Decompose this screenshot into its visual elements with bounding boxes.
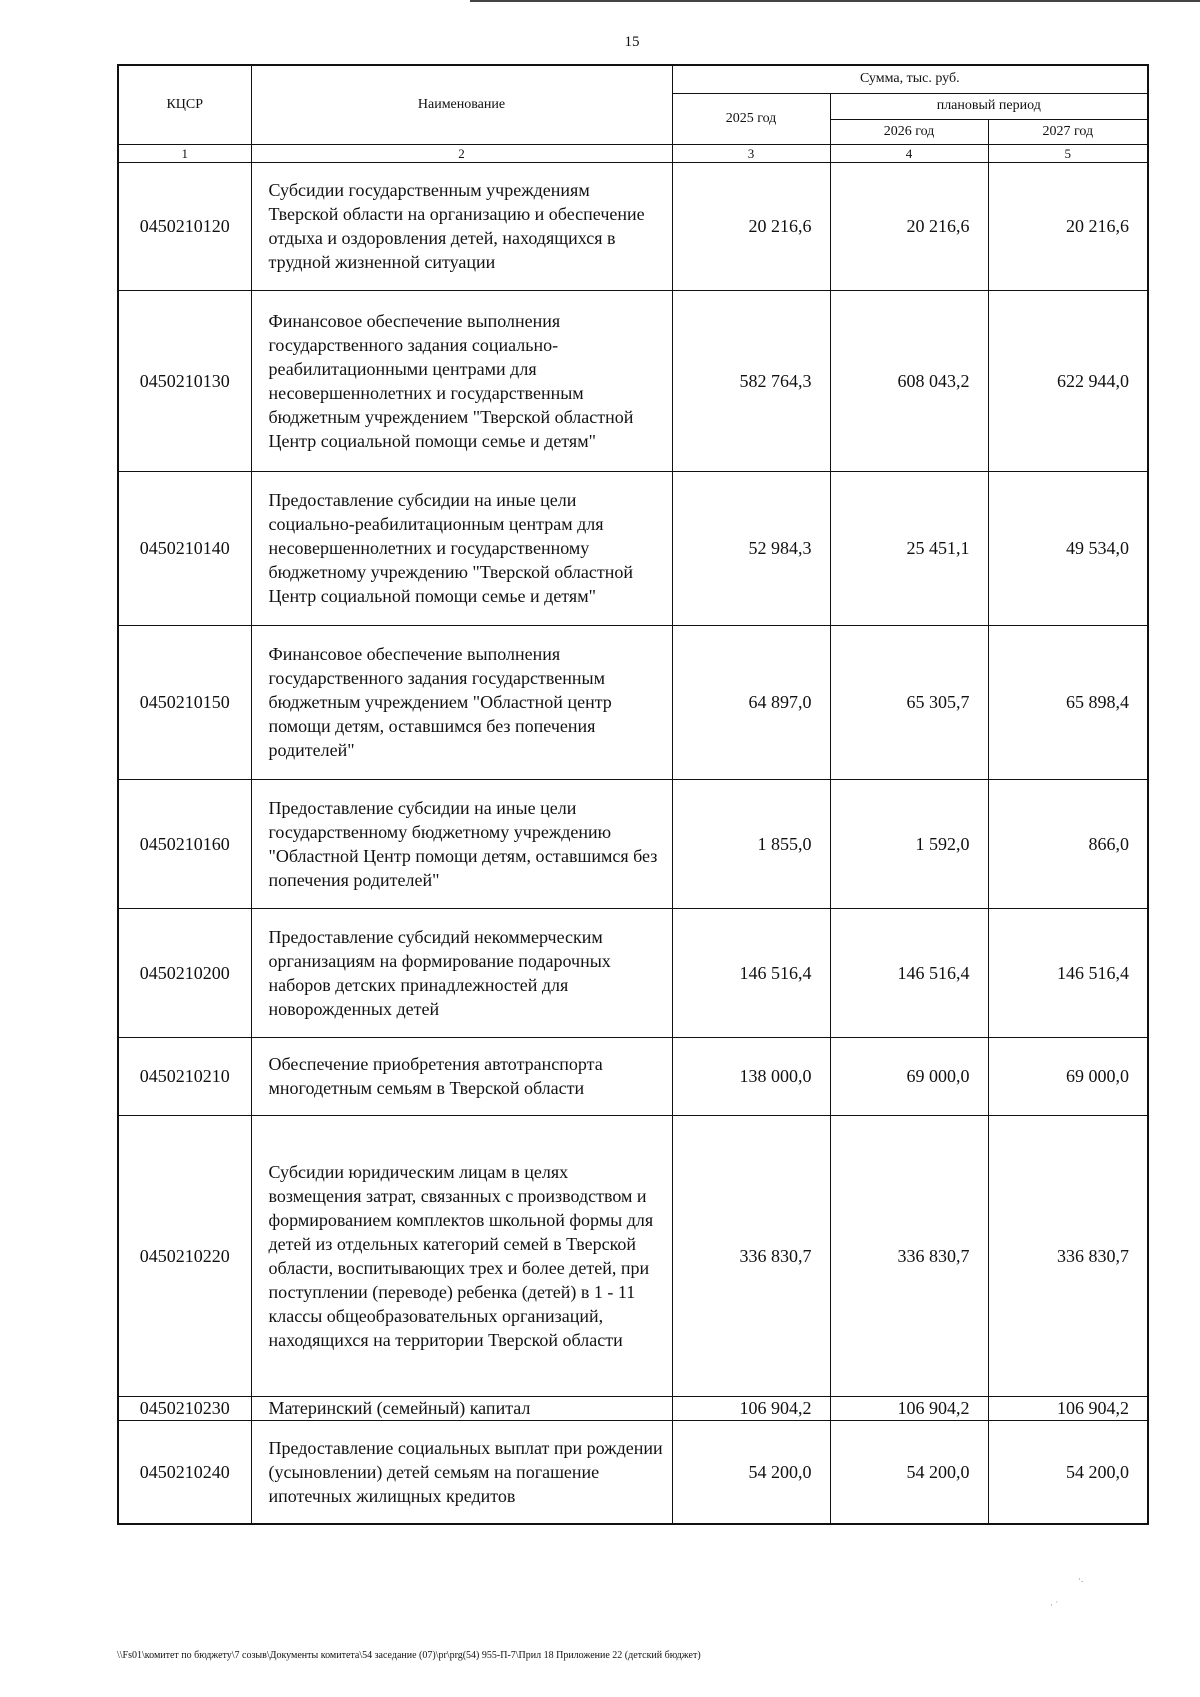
col-number-5: 5 (988, 144, 1148, 162)
row-amount-2027: 49 534,0 (988, 471, 1148, 625)
col-number-2: 2 (251, 144, 672, 162)
row-amount-2027: 65 898,4 (988, 625, 1148, 779)
row-amount-2026: 146 516,4 (830, 908, 988, 1037)
row-amount-2027: 54 200,0 (988, 1420, 1148, 1524)
row-amount-2027: 106 904,2 (988, 1396, 1148, 1420)
row-code: 0450210150 (118, 625, 251, 779)
row-name: Предоставление субсидии на иные цели социально-реабилитационным центрам для несовершеннолетних и государственному бюджетному учреждению "Тверской областной Центр социальной помощи семье и детям" (251, 471, 672, 625)
col-number-4: 4 (830, 144, 988, 162)
row-amount-2026: 106 904,2 (830, 1396, 988, 1420)
footer-file-path: \\Fs01\комитет по бюджету\7 созыв\Документы комитета\54 заседание (07)\pr\prg(54) 955-П-7\Прил 18 Приложение 22 (детский бюджет) (117, 1650, 701, 1661)
table-header (118, 65, 1148, 162)
top-edge-rule (470, 0, 1200, 2)
row-code: 0450210160 (118, 779, 251, 908)
row-code: 0450210240 (118, 1420, 251, 1524)
row-name: Предоставление субсидии на иные цели государственному бюджетному учреждению "Областной Центр помощи детям, оставшимся без попечения родителей" (251, 779, 672, 908)
row-amount-2027: 866,0 (988, 779, 1148, 908)
row-code: 0450210210 (118, 1037, 251, 1115)
row-amount-2026: 25 451,1 (830, 471, 988, 625)
row-name: Субсидии юридическим лицам в целях возмещения затрат, связанных с производством и формированием комплектов школьной формы для детей из отдельных категорий семей в Тверской области, воспитывающих трех и более детей, при поступлении (переводе) ребенка (детей) в 1 - 11 классы общеобразовательных организаций, находящихся на территории Тверской области (251, 1115, 672, 1396)
row-name: Субсидии государственным учреждениям Тверской области на организацию и обеспечение отдыха и оздоровления детей, находящихся в трудной жизненной ситуации (251, 162, 672, 290)
row-amount-2025: 336 830,7 (672, 1115, 830, 1396)
header-name: Наименование (251, 65, 672, 144)
table-row (118, 1420, 1148, 1524)
table-row (118, 625, 1148, 779)
row-code: 0450210220 (118, 1115, 251, 1396)
page-number: 15 (624, 34, 640, 50)
row-amount-2026: 54 200,0 (830, 1420, 988, 1524)
budget-table (117, 64, 1149, 1525)
row-amount-2025: 582 764,3 (672, 290, 830, 471)
row-name: Материнский (семейный) капитал (251, 1396, 672, 1420)
row-amount-2026: 608 043,2 (830, 290, 988, 471)
header-year-2025: 2025 год (672, 93, 830, 144)
row-code: 0450210130 (118, 290, 251, 471)
table-row (118, 908, 1148, 1037)
header-year-2026: 2026 год (830, 119, 988, 144)
scan-artifact: ·. (1078, 1574, 1084, 1584)
scan-artifact: · ˙ (1050, 1600, 1059, 1610)
header-sum-group: Сумма, тыс. руб. (672, 65, 1148, 93)
row-code: 0450210140 (118, 471, 251, 625)
header-year-2027: 2027 год (988, 119, 1148, 144)
row-code: 0450210120 (118, 162, 251, 290)
column-numbers-row (118, 144, 1148, 162)
row-amount-2027: 336 830,7 (988, 1115, 1148, 1396)
row-name: Финансовое обеспечение выполнения государственного задания государственным бюджетным учреждением "Областной центр помощи детям, оставшимся без попечения родителей" (251, 625, 672, 779)
table-row (118, 471, 1148, 625)
row-amount-2027: 20 216,6 (988, 162, 1148, 290)
header-code: КЦСР (118, 65, 251, 144)
row-name: Обеспечение приобретения автотранспорта многодетным семьям в Тверской области (251, 1037, 672, 1115)
row-amount-2025: 54 200,0 (672, 1420, 830, 1524)
table-row (118, 290, 1148, 471)
row-code: 0450210200 (118, 908, 251, 1037)
row-name: Финансовое обеспечение выполнения государственного задания социально-реабилитационными центрами для несовершеннолетних и государственным бюджетным учреждением "Тверской областной Центр социальной помощи семье и детям" (251, 290, 672, 471)
row-amount-2025: 106 904,2 (672, 1396, 830, 1420)
row-amount-2026: 65 305,7 (830, 625, 988, 779)
row-amount-2026: 20 216,6 (830, 162, 988, 290)
row-amount-2025: 1 855,0 (672, 779, 830, 908)
row-name: Предоставление субсидий некоммерческим организациям на формирование подарочных наборов детских принадлежностей для новорожденных детей (251, 908, 672, 1037)
col-number-1: 1 (118, 144, 251, 162)
col-number-3: 3 (672, 144, 830, 162)
row-amount-2025: 52 984,3 (672, 471, 830, 625)
row-amount-2025: 20 216,6 (672, 162, 830, 290)
row-amount-2025: 138 000,0 (672, 1037, 830, 1115)
header-planned-period: плановый период (830, 93, 1148, 119)
table-row (118, 1396, 1148, 1420)
table-row (118, 779, 1148, 908)
row-amount-2026: 1 592,0 (830, 779, 988, 908)
table-row (118, 1037, 1148, 1115)
table-row (118, 1115, 1148, 1396)
row-amount-2027: 146 516,4 (988, 908, 1148, 1037)
row-amount-2026: 336 830,7 (830, 1115, 988, 1396)
row-amount-2026: 69 000,0 (830, 1037, 988, 1115)
table-body (118, 162, 1148, 1524)
row-amount-2027: 622 944,0 (988, 290, 1148, 471)
row-amount-2025: 64 897,0 (672, 625, 830, 779)
row-code: 0450210230 (118, 1396, 251, 1420)
row-amount-2027: 69 000,0 (988, 1037, 1148, 1115)
table-row (118, 162, 1148, 290)
row-name: Предоставление социальных выплат при рождении (усыновлении) детей семьям на погашение ипотечных жилищных кредитов (251, 1420, 672, 1524)
row-amount-2025: 146 516,4 (672, 908, 830, 1037)
